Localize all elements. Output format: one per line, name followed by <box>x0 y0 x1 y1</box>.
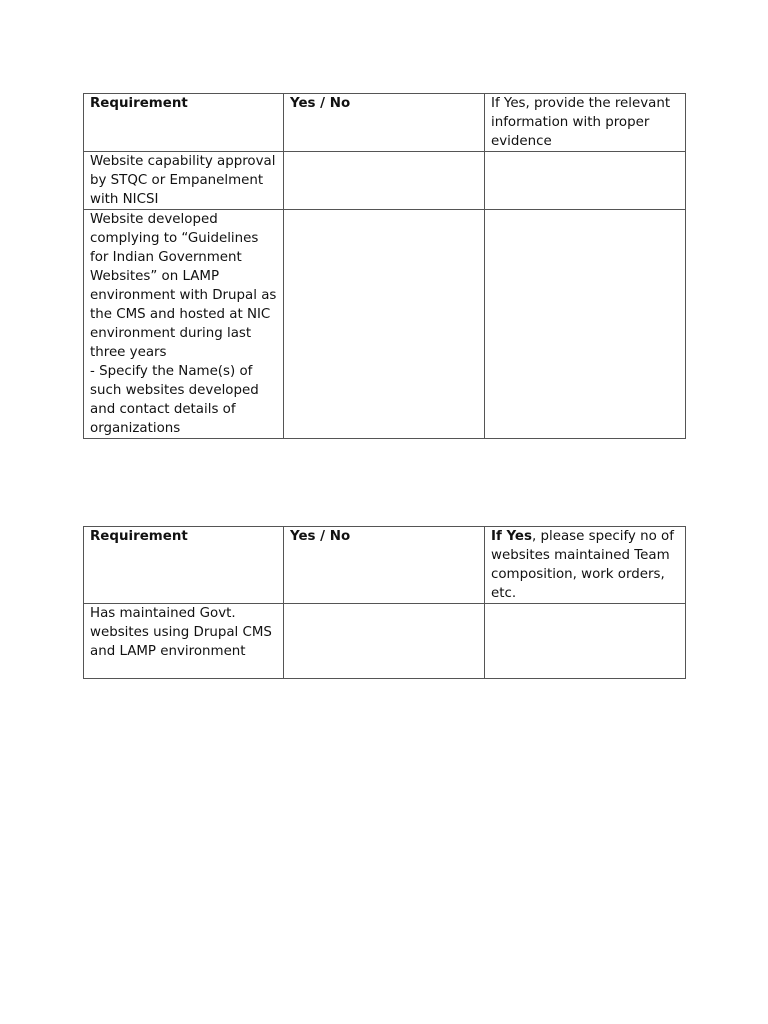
cell-requirement <box>84 210 284 439</box>
cell-evidence <box>485 210 686 439</box>
cell-yes-no <box>284 604 485 679</box>
if-yes-bold: If Yes <box>491 529 532 544</box>
cell-evidence <box>485 152 686 210</box>
header-details-text <box>491 527 679 603</box>
requirements-table-1 <box>83 93 686 439</box>
table-row <box>84 604 686 679</box>
requirement-text: Website capability approval by STQC or Empanelment with NICSI <box>90 154 276 207</box>
header-yes-no <box>284 527 485 604</box>
cell-requirement <box>84 604 284 679</box>
cell-yes-no <box>284 152 485 210</box>
cell-yes-no <box>284 210 485 439</box>
requirement-text: Website developed complying to “Guidelines for Indian Government Websites” on LAMP environment with Drupal as the CMS and hosted at NIC environment during last three years <box>90 212 277 360</box>
header-evidence <box>485 94 686 152</box>
header-yes-no-text: Yes / No <box>290 529 351 544</box>
table-row <box>84 210 686 439</box>
header-requirement-text: Requirement <box>90 529 188 544</box>
header-evidence-text: If Yes, provide the relevant information with proper evidence <box>491 96 671 149</box>
requirement-text: Has maintained Govt. websites using Drupal CMS and LAMP environment <box>90 606 272 659</box>
header-details <box>485 527 686 604</box>
header-yes-no-text: Yes / No <box>290 96 351 111</box>
header-yes-no <box>284 94 485 152</box>
header-requirement-text: Requirement <box>90 96 188 111</box>
table-header-row <box>84 94 686 152</box>
cell-details <box>485 604 686 679</box>
table-header-row <box>84 527 686 604</box>
requirement-note: - Specify the Name(s) of such websites developed and contact details of organizations <box>90 364 259 436</box>
requirements-table-2 <box>83 526 686 679</box>
header-requirement <box>84 527 284 604</box>
table-row <box>84 152 686 210</box>
if-yes-rest: , please specify no of websites maintained Team composition, work orders, etc. <box>491 529 674 601</box>
cell-requirement <box>84 152 284 210</box>
header-requirement <box>84 94 284 152</box>
